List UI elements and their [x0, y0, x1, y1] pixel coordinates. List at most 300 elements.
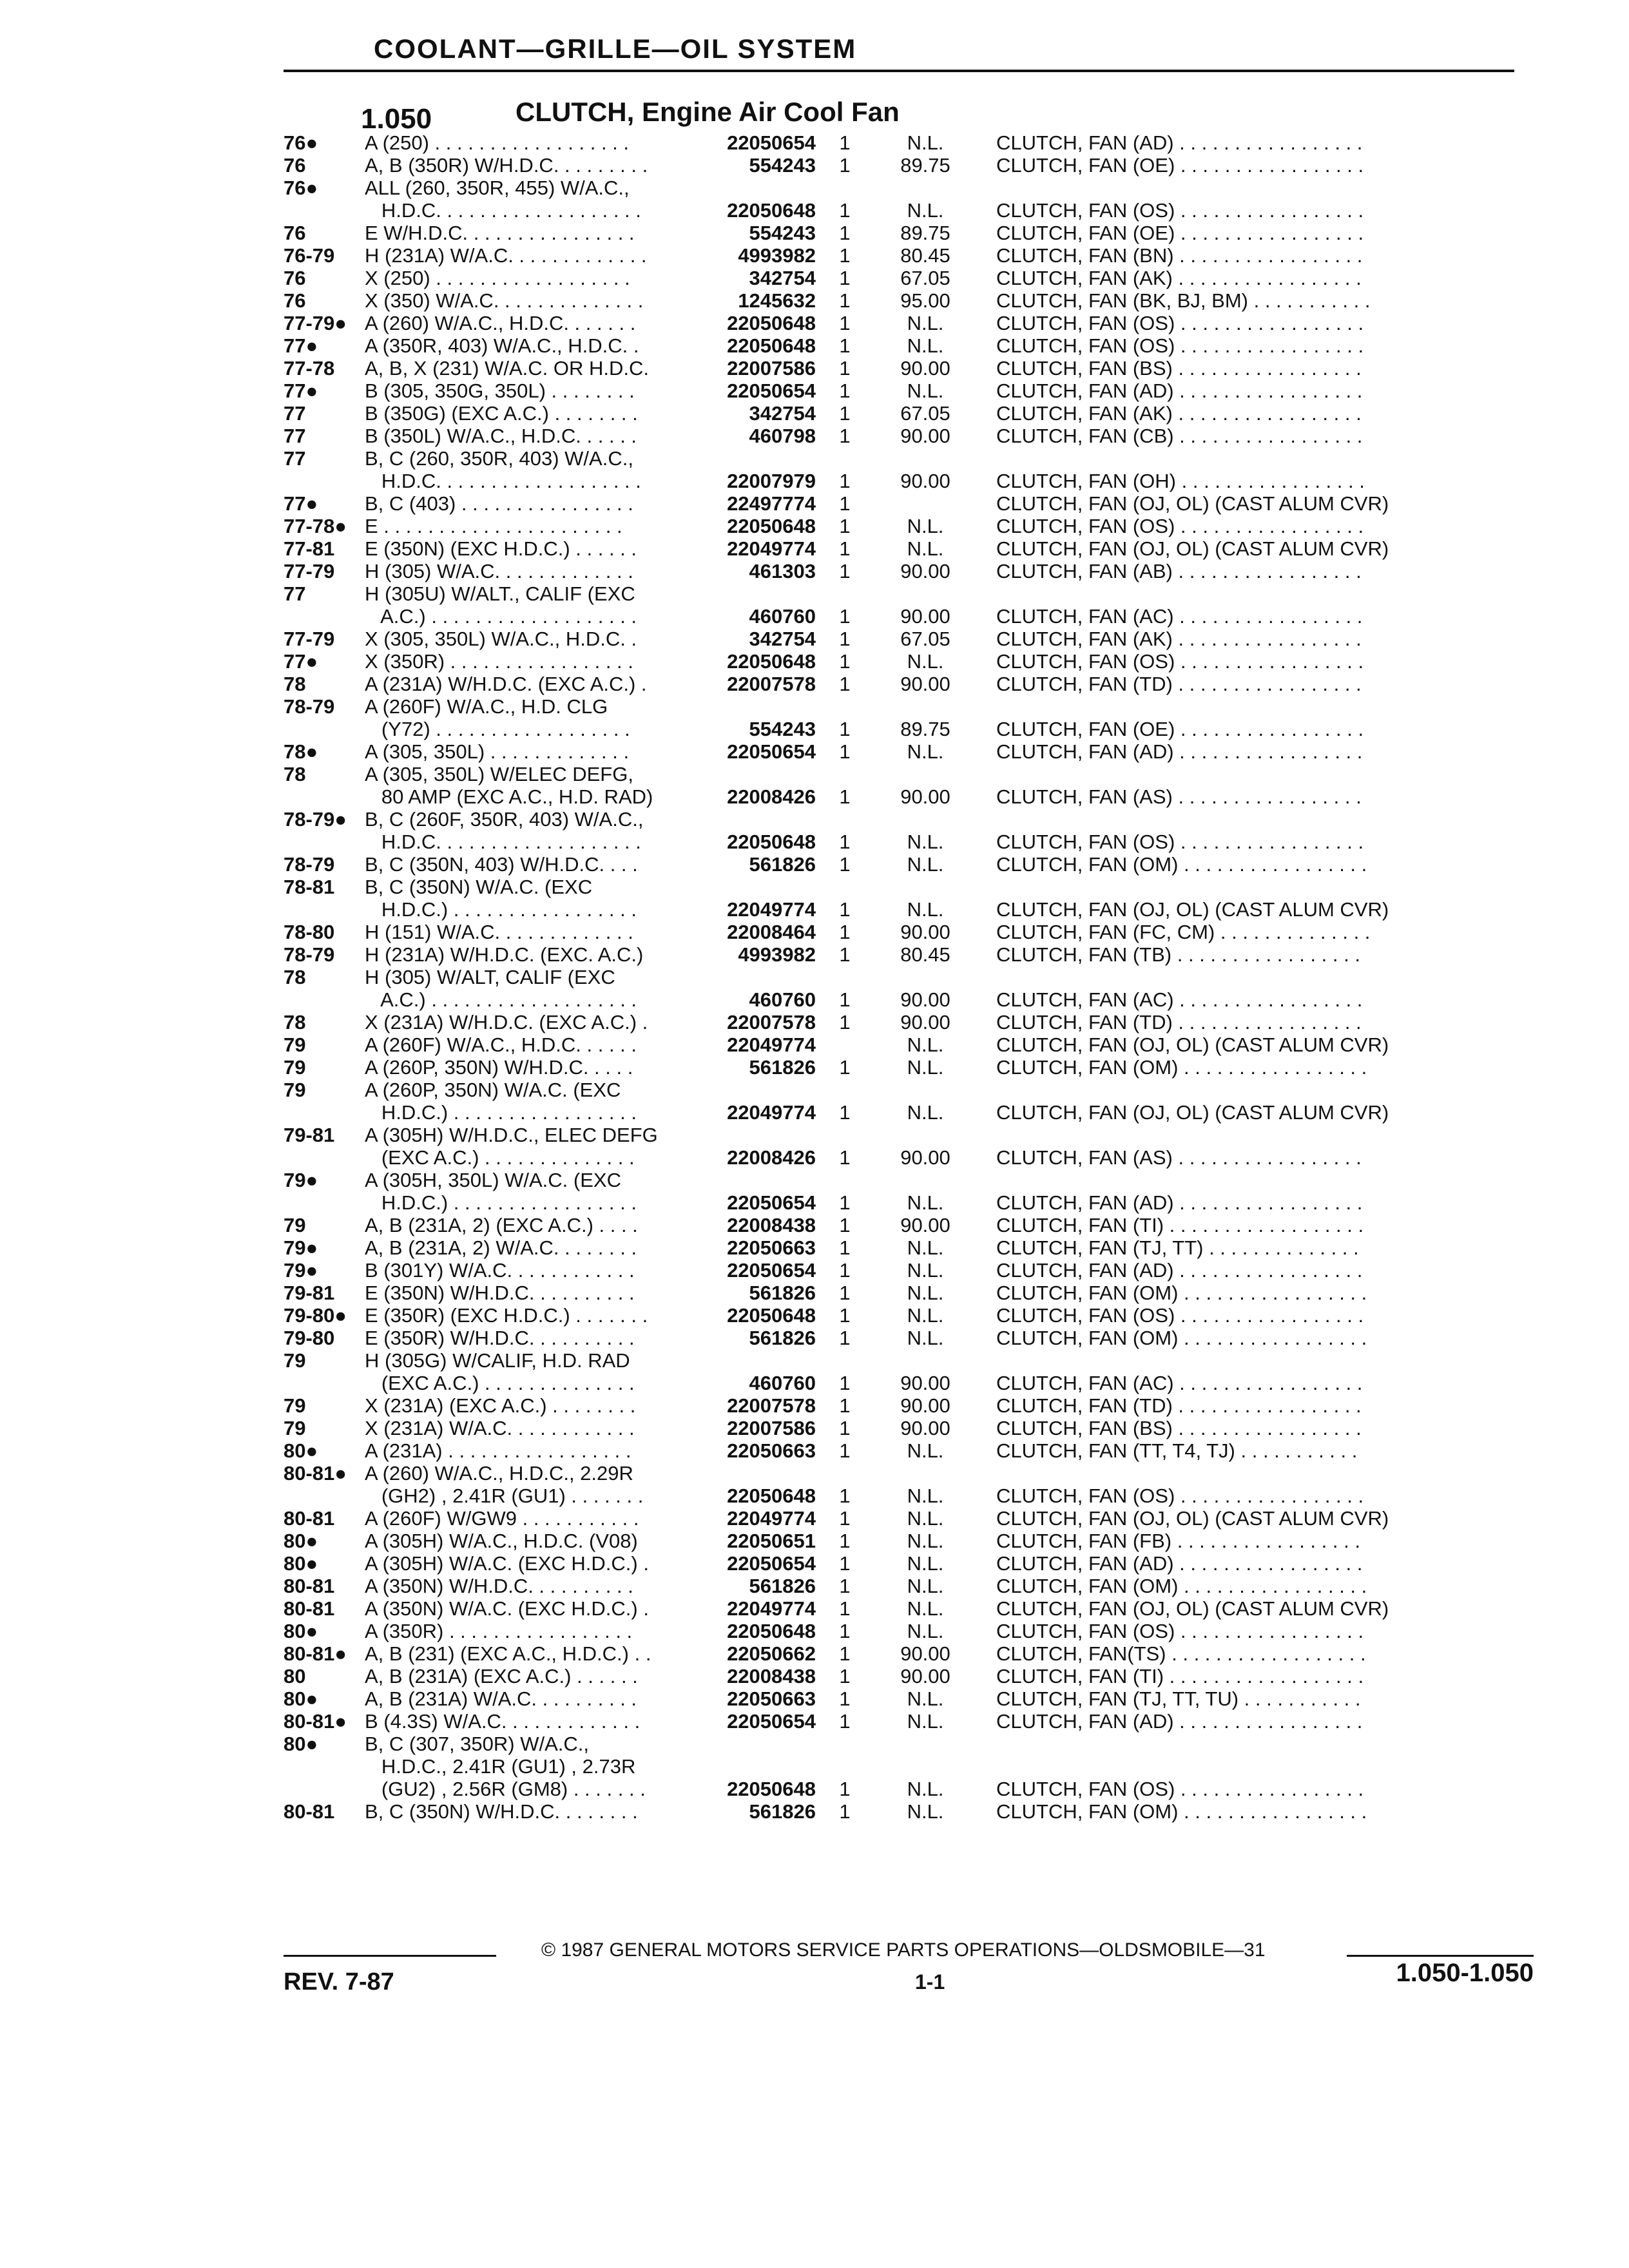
- part-name-cell: CLUTCH, FAN (OM) . . . . . . . . . . . . . . . . .: [996, 1327, 1367, 1349]
- section-reference: 1.050-1.050: [1396, 1959, 1534, 1987]
- part-number-cell: 22050654: [727, 1191, 816, 1214]
- year-cell: 77-79: [284, 560, 335, 582]
- quantity-cell: 1: [839, 1507, 851, 1530]
- quantity-cell: 1: [839, 537, 851, 560]
- year-cell: 78-79: [284, 853, 335, 876]
- section-number: 1.050: [361, 103, 432, 135]
- description-cell: H.D.C., 2.41R (GU1) , 2.73R: [365, 1755, 636, 1778]
- part-name-cell: CLUTCH, FAN (FC, CM) . . . . . . . . . . . . . .: [996, 921, 1371, 943]
- price-cell: N.L.: [907, 1687, 944, 1710]
- part-number-cell: 22050648: [727, 1778, 816, 1800]
- description-cell: A (350R) . . . . . . . . . . . . . . . . .: [365, 1620, 633, 1642]
- parts-row: [284, 853, 1534, 876]
- parts-row: [284, 1485, 1534, 1507]
- part-name-cell: CLUTCH, FAN (OE) . . . . . . . . . . . . . . . . .: [996, 154, 1364, 177]
- price-cell: N.L.: [907, 1710, 944, 1733]
- parts-row: [284, 1372, 1534, 1394]
- description-cell: B, C (307, 350R) W/A.C.,: [365, 1733, 589, 1755]
- part-name-cell: CLUTCH, FAN (OJ, OL) (CAST ALUM CVR): [996, 1101, 1389, 1124]
- year-cell: 80●: [284, 1620, 318, 1642]
- part-name-cell: CLUTCH, FAN (AS) . . . . . . . . . . . . . . . . .: [996, 1146, 1362, 1169]
- part-name-cell: CLUTCH, FAN (OS) . . . . . . . . . . . . . . . . .: [996, 1620, 1364, 1642]
- quantity-cell: 1: [839, 1552, 851, 1575]
- parts-row: [284, 380, 1534, 402]
- quantity-cell: 1: [839, 1282, 851, 1304]
- parts-row: [284, 131, 1534, 154]
- parts-row: [284, 244, 1534, 267]
- parts-row: [284, 1687, 1534, 1710]
- description-cell: H (305) W/A.C. . . . . . . . . . . . .: [365, 560, 633, 582]
- year-cell: 77●: [284, 380, 318, 402]
- parts-row: [284, 1530, 1534, 1552]
- quantity-cell: 1: [839, 1597, 851, 1620]
- year-cell: 79●: [284, 1236, 318, 1259]
- parts-row: [284, 1462, 1534, 1485]
- parts-row: [284, 177, 1534, 199]
- parts-row: [284, 154, 1534, 177]
- year-cell: 79: [284, 1417, 306, 1439]
- part-number-cell: 342754: [749, 402, 816, 425]
- quantity-cell: 1: [839, 357, 851, 380]
- part-number-cell: 22007578: [727, 673, 816, 695]
- description-cell: H (305U) W/ALT., CALIF (EXC: [365, 582, 635, 605]
- quantity-cell: 1: [839, 131, 851, 154]
- parts-row: [284, 1259, 1534, 1282]
- parts-list: [284, 131, 1534, 1823]
- quantity-cell: 1: [839, 605, 851, 628]
- quantity-cell: 1: [839, 1327, 851, 1349]
- parts-row: [284, 289, 1534, 312]
- parts-row: [284, 831, 1534, 853]
- part-name-cell: CLUTCH, FAN (BN) . . . . . . . . . . . . . . . . .: [996, 244, 1363, 267]
- part-number-cell: 22050654: [727, 740, 816, 763]
- description-cell: A (305H) W/H.D.C., ELEC DEFG: [365, 1124, 658, 1146]
- description-cell: A, B (231A, 2) W/A.C. . . . . . . .: [365, 1236, 637, 1259]
- description-cell: A, B (350R) W/H.D.C. . . . . . . . .: [365, 154, 648, 177]
- year-cell: 78: [284, 673, 306, 695]
- year-cell: 80: [284, 1665, 306, 1687]
- description-cell: H (231A) W/A.C. . . . . . . . . . . . .: [365, 244, 647, 267]
- quantity-cell: 1: [839, 425, 851, 447]
- parts-row: [284, 470, 1534, 492]
- description-cell: X (231A) W/A.C. . . . . . . . . . . .: [365, 1417, 635, 1439]
- price-cell: 67.05: [900, 402, 950, 425]
- description-cell: (EXC A.C.) . . . . . . . . . . . . . .: [365, 1146, 635, 1169]
- year-cell: 76: [284, 267, 306, 289]
- part-name-cell: CLUTCH, FAN (TB) . . . . . . . . . . . . . . . . .: [996, 943, 1360, 966]
- part-number-cell: 22008464: [727, 921, 816, 943]
- description-cell: B (301Y) W/A.C. . . . . . . . . . . .: [365, 1259, 635, 1282]
- part-name-cell: CLUTCH, FAN (AD) . . . . . . . . . . . . . . . . .: [996, 1191, 1363, 1214]
- price-cell: N.L.: [907, 1236, 944, 1259]
- description-cell: H (305G) W/CALIF, H.D. RAD: [365, 1349, 630, 1372]
- parts-row: [284, 1597, 1534, 1620]
- price-cell: N.L.: [907, 1101, 944, 1124]
- part-number-cell: 460798: [749, 425, 816, 447]
- description-cell: B, C (350N, 403) W/H.D.C. . . .: [365, 853, 638, 876]
- quantity-cell: 1: [839, 831, 851, 853]
- part-number-cell: 554243: [749, 154, 816, 177]
- parts-row: [284, 1439, 1534, 1462]
- part-name-cell: CLUTCH, FAN (AK) . . . . . . . . . . . . . . . . .: [996, 628, 1362, 650]
- part-number-cell: 460760: [749, 605, 816, 628]
- description-cell: A, B (231A, 2) (EXC A.C.) . . . .: [365, 1214, 638, 1236]
- year-cell: 79-80●: [284, 1304, 347, 1327]
- description-cell: H.D.C.) . . . . . . . . . . . . . . . . .: [365, 1101, 637, 1124]
- quantity-cell: 1: [839, 898, 851, 921]
- quantity-cell: 1: [839, 1372, 851, 1394]
- description-cell: H.D.C. . . . . . . . . . . . . . . . . . .: [365, 470, 641, 492]
- description-cell: E (350R) W/H.D.C. . . . . . . . . .: [365, 1327, 635, 1349]
- quantity-cell: 1: [839, 312, 851, 334]
- price-cell: 90.00: [900, 1642, 950, 1665]
- year-cell: 77-79: [284, 628, 335, 650]
- part-number-cell: 561826: [749, 1800, 816, 1823]
- quantity-cell: 1: [839, 289, 851, 312]
- part-name-cell: CLUTCH, FAN (OJ, OL) (CAST ALUM CVR): [996, 898, 1389, 921]
- price-cell: N.L.: [907, 537, 944, 560]
- description-cell: A.C.) . . . . . . . . . . . . . . . . . . .: [365, 988, 637, 1011]
- part-name-cell: CLUTCH, FAN (OS) . . . . . . . . . . . . . . . . .: [996, 334, 1364, 357]
- price-cell: N.L.: [907, 1439, 944, 1462]
- price-cell: N.L.: [907, 312, 944, 334]
- quantity-cell: 1: [839, 267, 851, 289]
- description-cell: H (305) W/ALT, CALIF (EXC: [365, 966, 615, 988]
- part-name-cell: CLUTCH, FAN (OJ, OL) (CAST ALUM CVR): [996, 1597, 1389, 1620]
- parts-row: [284, 1169, 1534, 1191]
- price-cell: N.L.: [907, 131, 944, 154]
- quantity-cell: 1: [839, 785, 851, 808]
- quantity-cell: 1: [839, 154, 851, 177]
- price-cell: 80.45: [900, 244, 950, 267]
- description-cell: E (350N) (EXC H.D.C.) . . . . . .: [365, 537, 637, 560]
- parts-row: [284, 1552, 1534, 1575]
- description-cell: A (305, 350L) . . . . . . . . . . . . .: [365, 740, 630, 763]
- part-number-cell: 561826: [749, 853, 816, 876]
- price-cell: N.L.: [907, 1259, 944, 1282]
- description-cell: A (260F) W/GW9 . . . . . . . . . . .: [365, 1507, 639, 1530]
- footer-rule-left: [284, 1955, 496, 1957]
- quantity-cell: 1: [839, 1056, 851, 1079]
- part-name-cell: CLUTCH, FAN (OM) . . . . . . . . . . . . . . . . .: [996, 1056, 1367, 1079]
- description-cell: A, B (231) (EXC A.C., H.D.C.) . .: [365, 1642, 651, 1665]
- part-number-cell: 22050648: [727, 1304, 816, 1327]
- price-cell: N.L.: [907, 650, 944, 673]
- part-number-cell: 22049774: [727, 1101, 816, 1124]
- description-cell: A (305H) W/A.C., H.D.C. (V08): [365, 1530, 638, 1552]
- page-footer: [284, 1933, 1534, 2036]
- price-cell: N.L.: [907, 515, 944, 537]
- part-name-cell: CLUTCH, FAN (TD) . . . . . . . . . . . . . . . . .: [996, 1011, 1362, 1033]
- price-cell: N.L.: [907, 1485, 944, 1507]
- parts-row: [284, 1056, 1534, 1079]
- part-name-cell: CLUTCH, FAN (OE) . . . . . . . . . . . . . . . . .: [996, 718, 1364, 740]
- year-cell: 78-81: [284, 876, 335, 898]
- year-cell: 80●: [284, 1530, 318, 1552]
- year-cell: 78-79●: [284, 808, 347, 831]
- footer-rule-right: [1347, 1955, 1534, 1957]
- price-cell: N.L.: [907, 1575, 944, 1597]
- part-number-cell: 22008438: [727, 1214, 816, 1236]
- part-name-cell: CLUTCH, FAN (TI) . . . . . . . . . . . . . . . . . .: [996, 1665, 1364, 1687]
- year-cell: 79-81: [284, 1282, 335, 1304]
- header-rule: [284, 70, 1514, 72]
- parts-row: [284, 605, 1534, 628]
- quantity-cell: 1: [839, 222, 851, 244]
- parts-row: [284, 1033, 1534, 1056]
- part-name-cell: CLUTCH, FAN(TS) . . . . . . . . . . . . . . . . . .: [996, 1642, 1366, 1665]
- year-cell: 78: [284, 966, 306, 988]
- part-name-cell: CLUTCH, FAN (AD) . . . . . . . . . . . . . . . . .: [996, 380, 1363, 402]
- year-cell: 78: [284, 763, 306, 785]
- parts-row: [284, 425, 1534, 447]
- part-number-cell: 22050648: [727, 334, 816, 357]
- year-cell: 77-79●: [284, 312, 347, 334]
- part-name-cell: CLUTCH, FAN (TT, T4, TJ) . . . . . . . . . . .: [996, 1439, 1358, 1462]
- part-number-cell: 22050663: [727, 1687, 816, 1710]
- quantity-cell: 1: [839, 1800, 851, 1823]
- parts-row: [284, 1124, 1534, 1146]
- part-number-cell: 22050648: [727, 831, 816, 853]
- part-name-cell: CLUTCH, FAN (OJ, OL) (CAST ALUM CVR): [996, 537, 1389, 560]
- part-number-cell: 22050648: [727, 199, 816, 222]
- part-number-cell: 561826: [749, 1056, 816, 1079]
- part-name-cell: CLUTCH, FAN (TD) . . . . . . . . . . . . . . . . .: [996, 1394, 1362, 1417]
- year-cell: 77: [284, 425, 306, 447]
- year-cell: 80●: [284, 1687, 318, 1710]
- quantity-cell: 1: [839, 1778, 851, 1800]
- description-cell: E . . . . . . . . . . . . . . . . . . . . . .: [365, 515, 622, 537]
- part-number-cell: 22008426: [727, 785, 816, 808]
- parts-row: [284, 1146, 1534, 1169]
- quantity-cell: 1: [839, 1485, 851, 1507]
- year-cell: 77-78●: [284, 515, 347, 537]
- parts-row: [284, 334, 1534, 357]
- description-cell: (Y72) . . . . . . . . . . . . . . . . . .: [365, 718, 630, 740]
- year-cell: 77-81: [284, 537, 335, 560]
- price-cell: 89.75: [900, 154, 950, 177]
- description-cell: A (350N) W/H.D.C. . . . . . . . . .: [365, 1575, 633, 1597]
- price-cell: N.L.: [907, 380, 944, 402]
- year-cell: 79-81: [284, 1124, 335, 1146]
- part-number-cell: 22050663: [727, 1236, 816, 1259]
- description-cell: H (231A) W/H.D.C. (EXC. A.C.): [365, 943, 644, 966]
- parts-row: [284, 695, 1534, 718]
- part-number-cell: 22050648: [727, 1620, 816, 1642]
- parts-row: [284, 582, 1534, 605]
- parts-row: [284, 1800, 1534, 1823]
- quantity-cell: 1: [839, 1530, 851, 1552]
- price-cell: N.L.: [907, 1033, 944, 1056]
- parts-row: [284, 1236, 1534, 1259]
- price-cell: 90.00: [900, 673, 950, 695]
- price-cell: 95.00: [900, 289, 950, 312]
- part-number-cell: 22050648: [727, 515, 816, 537]
- price-cell: 90.00: [900, 1665, 950, 1687]
- price-cell: 90.00: [900, 1011, 950, 1033]
- quantity-cell: 1: [839, 1304, 851, 1327]
- parts-row: [284, 515, 1534, 537]
- price-cell: N.L.: [907, 1620, 944, 1642]
- parts-row: [284, 402, 1534, 425]
- part-name-cell: CLUTCH, FAN (BS) . . . . . . . . . . . . . . . . .: [996, 357, 1362, 380]
- parts-row: [284, 492, 1534, 515]
- price-cell: N.L.: [907, 1327, 944, 1349]
- description-cell: B, C (350N) W/A.C. (EXC: [365, 876, 593, 898]
- parts-row: [284, 785, 1534, 808]
- description-cell: X (350) W/A.C. . . . . . . . . . . . . .: [365, 289, 644, 312]
- part-number-cell: 22008438: [727, 1665, 816, 1687]
- price-cell: 90.00: [900, 470, 950, 492]
- description-cell: X (350R) . . . . . . . . . . . . . . . . .: [365, 650, 633, 673]
- description-cell: H (151) W/A.C. . . . . . . . . . . . .: [365, 921, 633, 943]
- year-cell: 78-80: [284, 921, 335, 943]
- quantity-cell: 1: [839, 199, 851, 222]
- part-number-cell: 22050654: [727, 1552, 816, 1575]
- quantity-cell: 1: [839, 1665, 851, 1687]
- description-cell: X (250) . . . . . . . . . . . . . . . . . .: [365, 267, 630, 289]
- year-cell: 80●: [284, 1733, 318, 1755]
- parts-row: [284, 1575, 1534, 1597]
- price-cell: N.L.: [907, 1552, 944, 1575]
- quantity-cell: 1: [839, 1214, 851, 1236]
- parts-row: [284, 447, 1534, 470]
- year-cell: 80●: [284, 1552, 318, 1575]
- part-number-cell: 22497774: [727, 492, 816, 515]
- description-cell: E (350N) W/H.D.C. . . . . . . . . .: [365, 1282, 635, 1304]
- part-number-cell: 460760: [749, 1372, 816, 1394]
- price-cell: 80.45: [900, 943, 950, 966]
- price-cell: 90.00: [900, 425, 950, 447]
- price-cell: N.L.: [907, 1304, 944, 1327]
- year-cell: 80-81: [284, 1507, 335, 1530]
- description-cell: B (350L) W/A.C., H.D.C. . . . . .: [365, 425, 637, 447]
- price-cell: 90.00: [900, 921, 950, 943]
- part-number-cell: 461303: [749, 560, 816, 582]
- part-number-cell: 22050654: [727, 380, 816, 402]
- description-cell: B (305, 350G, 350L) . . . . . . . .: [365, 380, 635, 402]
- quantity-cell: 1: [839, 1101, 851, 1124]
- price-cell: N.L.: [907, 334, 944, 357]
- part-name-cell: CLUTCH, FAN (BK, BJ, BM) . . . . . . . . . . .: [996, 289, 1371, 312]
- description-cell: A (250) . . . . . . . . . . . . . . . . . .: [365, 131, 630, 154]
- description-cell: 80 AMP (EXC A.C., H.D. RAD): [365, 785, 653, 808]
- parts-row: [284, 1733, 1534, 1755]
- part-number-cell: 22050662: [727, 1642, 816, 1665]
- year-cell: 80-81: [284, 1597, 335, 1620]
- quantity-cell: 1: [839, 334, 851, 357]
- quantity-cell: 1: [839, 1687, 851, 1710]
- year-cell: 78: [284, 1011, 306, 1033]
- description-cell: A (260P, 350N) W/H.D.C. . . . .: [365, 1056, 633, 1079]
- parts-row: [284, 628, 1534, 650]
- description-cell: B (350G) (EXC A.C.) . . . . . . . .: [365, 402, 638, 425]
- year-cell: 79●: [284, 1169, 318, 1191]
- page-number: 1-1: [915, 1970, 945, 1994]
- quantity-cell: 1: [839, 650, 851, 673]
- part-number-cell: 4993982: [738, 244, 816, 267]
- year-cell: 80-81: [284, 1800, 335, 1823]
- price-cell: N.L.: [907, 199, 944, 222]
- part-number-cell: 22049774: [727, 1507, 816, 1530]
- part-number-cell: 22049774: [727, 1597, 816, 1620]
- description-cell: A (305H, 350L) W/A.C. (EXC: [365, 1169, 621, 1191]
- description-cell: X (231A) W/H.D.C. (EXC A.C.) .: [365, 1011, 648, 1033]
- year-cell: 76●: [284, 177, 318, 199]
- description-cell: H.D.C.) . . . . . . . . . . . . . . . . .: [365, 898, 637, 921]
- description-cell: B, C (260F, 350R, 403) W/A.C.,: [365, 808, 644, 831]
- year-cell: 79: [284, 1033, 306, 1056]
- parts-row: [284, 267, 1534, 289]
- parts-row: [284, 650, 1534, 673]
- quantity-cell: 1: [839, 244, 851, 267]
- part-number-cell: 554243: [749, 222, 816, 244]
- year-cell: 77: [284, 582, 306, 605]
- parts-row: [284, 1304, 1534, 1327]
- year-cell: 77: [284, 447, 306, 470]
- description-cell: A, B, X (231) W/A.C. OR H.D.C.: [365, 357, 649, 380]
- part-name-cell: CLUTCH, FAN (OS) . . . . . . . . . . . . . . . . .: [996, 1304, 1364, 1327]
- description-cell: B, C (260, 350R, 403) W/A.C.,: [365, 447, 633, 470]
- part-name-cell: CLUTCH, FAN (AK) . . . . . . . . . . . . . . . . .: [996, 267, 1362, 289]
- part-name-cell: CLUTCH, FAN (AD) . . . . . . . . . . . . . . . . .: [996, 1552, 1363, 1575]
- price-cell: 90.00: [900, 1146, 950, 1169]
- parts-row: [284, 876, 1534, 898]
- parts-row: [284, 1327, 1534, 1349]
- parts-row: [284, 763, 1534, 785]
- price-cell: 90.00: [900, 357, 950, 380]
- year-cell: 76: [284, 222, 306, 244]
- parts-row: [284, 1642, 1534, 1665]
- part-number-cell: 342754: [749, 628, 816, 650]
- quantity-cell: 1: [839, 988, 851, 1011]
- part-name-cell: CLUTCH, FAN (OS) . . . . . . . . . . . . . . . . .: [996, 1778, 1364, 1800]
- parts-row: [284, 966, 1534, 988]
- description-cell: E (350R) (EXC H.D.C.) . . . . . . .: [365, 1304, 648, 1327]
- price-cell: 90.00: [900, 1372, 950, 1394]
- price-cell: 90.00: [900, 605, 950, 628]
- part-name-cell: CLUTCH, FAN (AB) . . . . . . . . . . . . . . . . .: [996, 560, 1362, 582]
- description-cell: (EXC A.C.) . . . . . . . . . . . . . .: [365, 1372, 635, 1394]
- part-number-cell: 554243: [749, 718, 816, 740]
- part-number-cell: 22050651: [727, 1530, 816, 1552]
- part-number-cell: 561826: [749, 1327, 816, 1349]
- description-cell: A (350N) W/A.C. (EXC H.D.C.) .: [365, 1597, 649, 1620]
- description-cell: H.D.C.) . . . . . . . . . . . . . . . . .: [365, 1191, 637, 1214]
- part-name-cell: CLUTCH, FAN (OS) . . . . . . . . . . . . . . . . .: [996, 650, 1364, 673]
- part-number-cell: 22050654: [727, 1710, 816, 1733]
- year-cell: 79-80: [284, 1327, 335, 1349]
- part-name-cell: CLUTCH, FAN (AK) . . . . . . . . . . . . . . . . .: [996, 402, 1362, 425]
- part-name-cell: CLUTCH, FAN (OM) . . . . . . . . . . . . . . . . .: [996, 1575, 1367, 1597]
- quantity-cell: 1: [839, 1394, 851, 1417]
- part-name-cell: CLUTCH, FAN (TJ, TT) . . . . . . . . . . . . . .: [996, 1236, 1359, 1259]
- quantity-cell: 1: [839, 1439, 851, 1462]
- part-number-cell: 561826: [749, 1282, 816, 1304]
- description-cell: (GH2) , 2.41R (GU1) . . . . . . .: [365, 1485, 644, 1507]
- year-cell: 80-81: [284, 1575, 335, 1597]
- parts-row: [284, 1665, 1534, 1687]
- quantity-cell: 1: [839, 943, 851, 966]
- part-name-cell: CLUTCH, FAN (AC) . . . . . . . . . . . . . . . . .: [996, 1372, 1363, 1394]
- parts-row: [284, 1349, 1534, 1372]
- price-cell: 90.00: [900, 560, 950, 582]
- part-number-cell: 22050654: [727, 131, 816, 154]
- parts-row: [284, 1417, 1534, 1439]
- parts-row: [284, 740, 1534, 763]
- description-cell: (GU2) , 2.56R (GM8) . . . . . . .: [365, 1778, 646, 1800]
- quantity-cell: 1: [839, 1620, 851, 1642]
